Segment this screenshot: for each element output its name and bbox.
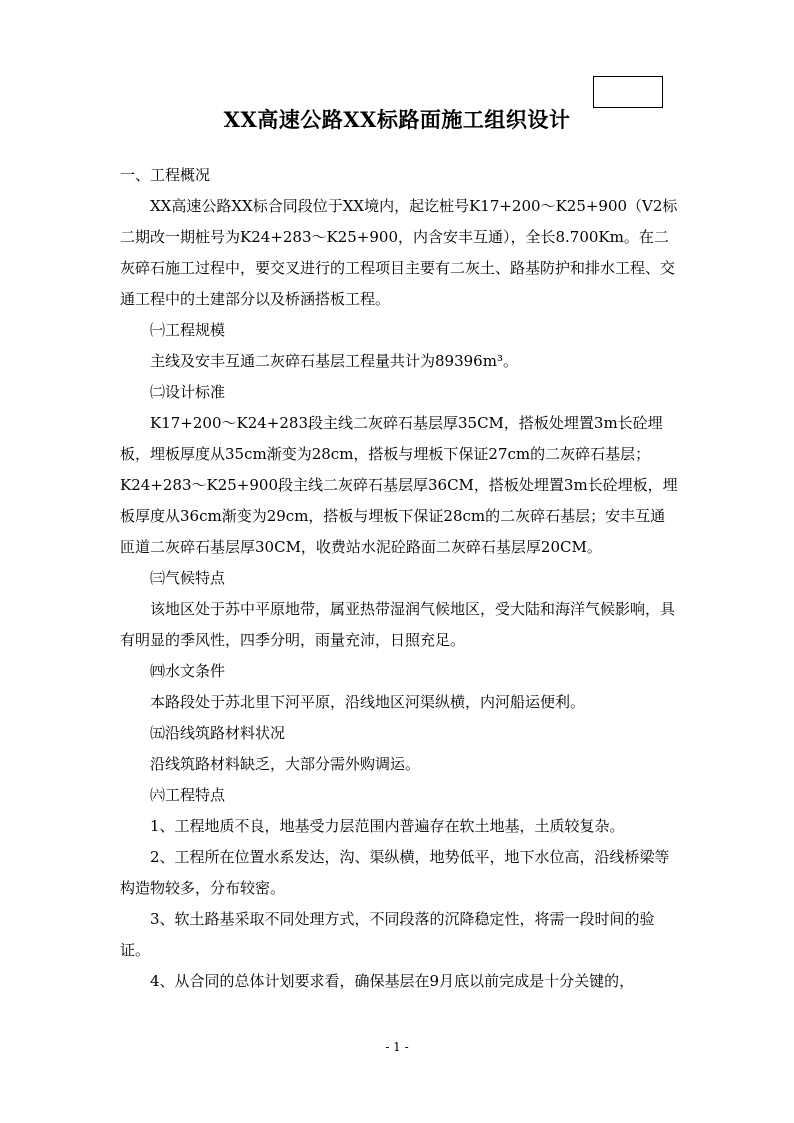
- document-title: XX高速公路XX标路面施工组织设计: [223, 107, 571, 132]
- standard-heading: ㈡设计标准: [150, 383, 226, 401]
- page-number: - 1 -: [385, 1040, 409, 1054]
- features-heading: ㈥工程特点: [150, 786, 226, 804]
- standard-paragraph: K17+200～K24+283段主线二灰碎石基层厚35CM，搭板处埋置3m长砼埋板，埋板厚度从35cm渐变为28cm，搭板与埋板下保证27cm的二灰碎石基层；K24+283～K25+900段主线二灰碎石基层厚36CM，搭板处埋置3m长砼埋板，埋板厚度从36cm渐变为29cm，搭板与埋板下保证28cm的二灰碎石基层；安丰互通匝道二灰碎石基层厚30CM，收费站水泥砼路面二灰碎石基层厚20CM。: [120, 414, 678, 556]
- hydrology-heading: ㈣水文条件: [150, 662, 226, 680]
- feature-item: 1、工程地质不良，地基受力层范围内普遍存在软土地基，土质较复杂。: [150, 817, 625, 835]
- overview-paragraph: XX高速公路XX标合同段位于XX境内，起讫桩号K17+200～K25+900（V2标二期改一期桩号为K24+283～K25+900，内含安丰互通），全长8.700Km。在二灰碎石施工过程中，要交叉进行的工程项目主要有二灰土、路基防护和排水工程、交通工程中的土建部分以及桥涵搭板工程。: [120, 197, 678, 308]
- materials-paragraph: 沿线筑路材料缺乏，大部分需外购调运。: [150, 755, 421, 773]
- feature-item: 4、从合同的总体计划要求看，确保基层在9月底以前完成是十分关键的，: [150, 972, 635, 990]
- climate-paragraph: 该地区处于苏中平原地带，属亚热带湿润气候地区，受大陆和海洋气候影响，具有明显的季风性，四季分明，雨量充沛，日照充足。: [120, 600, 676, 649]
- scale-paragraph: 主线及安丰互通二灰碎石基层工程量共计为89396m³。: [150, 352, 518, 370]
- feature-item: 3、软土路基采取不同处理方式，不同段落的沉降稳定性，将需一段时间的验证。: [120, 910, 655, 959]
- materials-heading: ㈤沿线筑路材料状况: [150, 724, 286, 742]
- overview-heading: 一、工程概况: [120, 166, 211, 184]
- document-body: [120, 160, 680, 997]
- scale-heading: ㈠工程规模: [150, 321, 226, 339]
- feature-item: 2、工程所在位置水系发达，沟、渠纵横，地势低平，地下水位高，沿线桥梁等构造物较多，分布较密。: [120, 848, 670, 897]
- hydrology-paragraph: 本路段处于苏北里下河平原，沿线地区河渠纵横，内河船运便利。: [150, 693, 586, 711]
- climate-heading: ㈢气候特点: [150, 569, 226, 587]
